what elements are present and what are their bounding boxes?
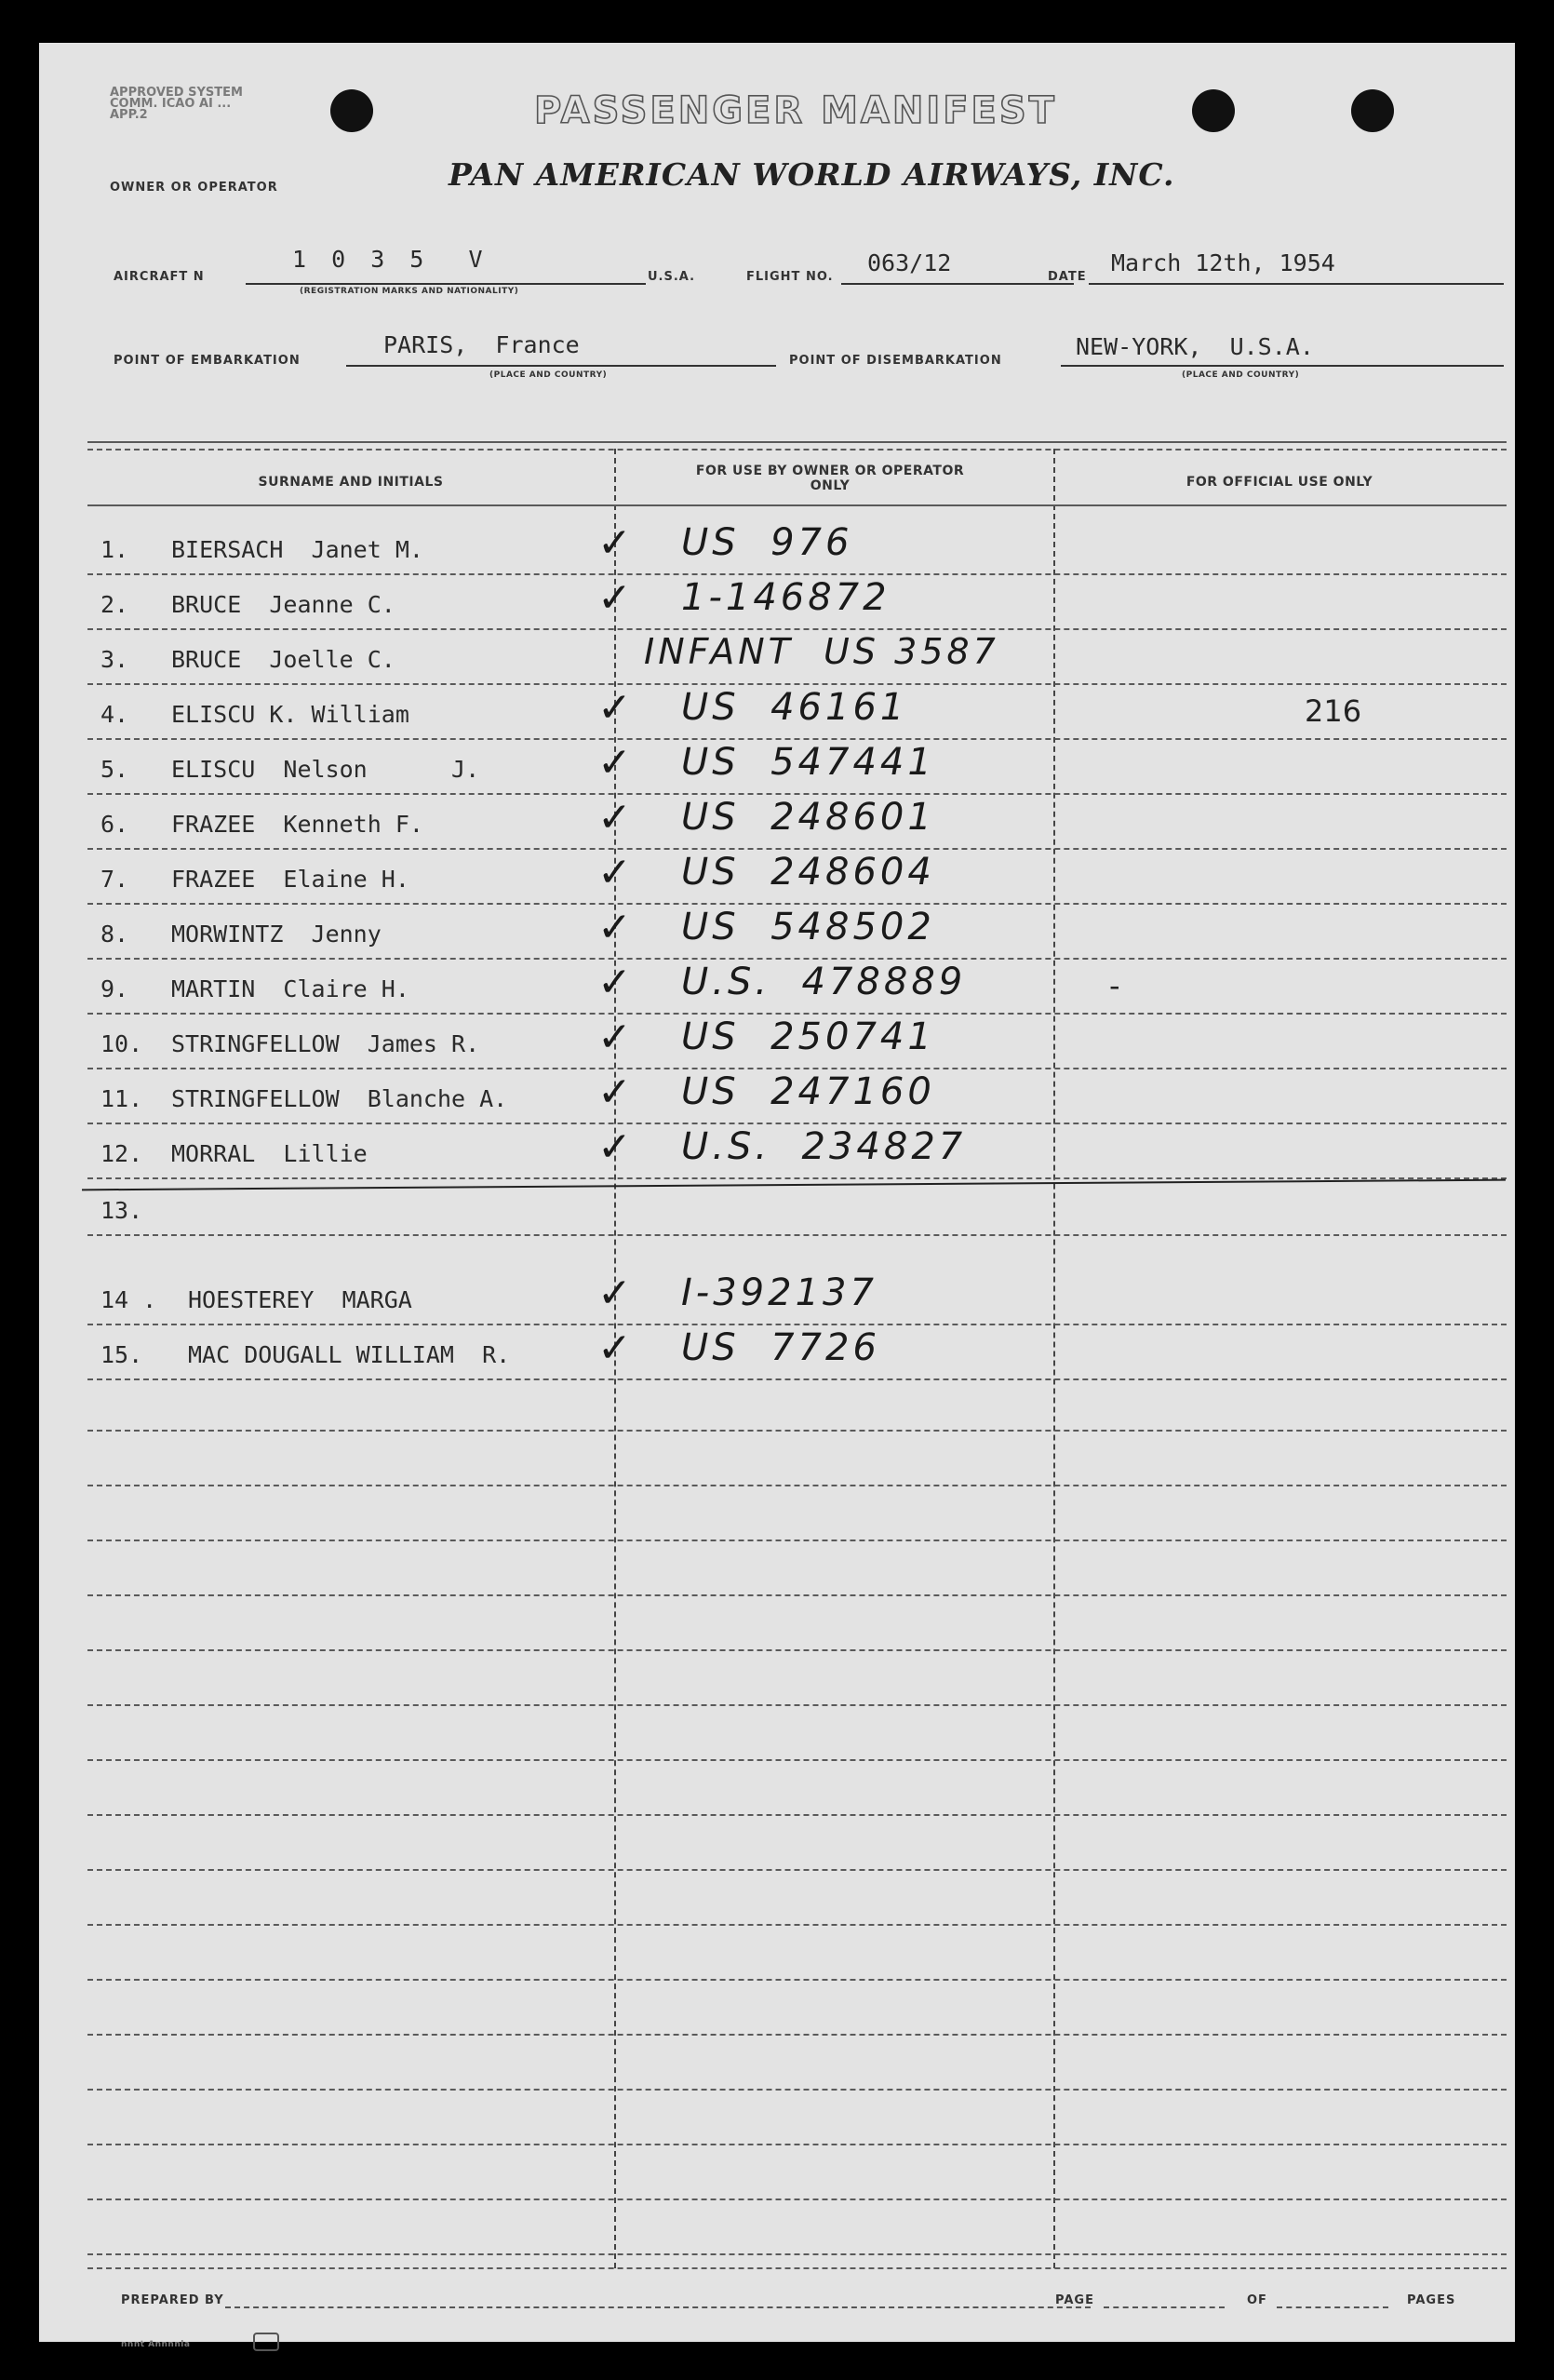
official-entry: - xyxy=(1109,968,1120,1003)
owner-entry: I-392137 xyxy=(681,1271,877,1315)
owner-entry: 1-146872 xyxy=(681,576,891,619)
of-label: OF xyxy=(1247,2293,1267,2307)
row-number: 14 . xyxy=(100,1286,157,1314)
date-label: DATE xyxy=(1048,270,1087,284)
embarkation-label: POINT OF EMBARKATION xyxy=(114,354,301,368)
embarkation-value: PARIS, France xyxy=(383,331,580,358)
col-header-official: FOR OFFICIAL USE ONLY xyxy=(1186,475,1373,490)
check-mark-icon: ✓ xyxy=(597,904,636,951)
passenger-name: FRAZEE Kenneth F. xyxy=(171,811,423,838)
passenger-name: MAC DOUGALL WILLIAM R. xyxy=(188,1341,511,1369)
check-mark-icon: ✓ xyxy=(597,519,636,567)
check-mark-icon: ✓ xyxy=(597,1069,636,1116)
aircraft-label: AIRCRAFT N xyxy=(114,270,205,284)
check-mark-icon: ✓ xyxy=(597,959,636,1006)
owner-entry: U.S. 478889 xyxy=(681,961,967,1003)
strike-line xyxy=(82,1179,1506,1191)
passenger-name: FRAZEE Elaine H. xyxy=(171,866,409,893)
disembarkation-label: POINT OF DISEMBARKATION xyxy=(789,354,1002,368)
passenger-name: STRINGFELLOW James R. xyxy=(171,1030,480,1057)
owner-entry: US 548502 xyxy=(681,906,935,948)
owner-entry: U.S. 234827 xyxy=(681,1125,967,1168)
punch-hole-icon xyxy=(1351,89,1394,132)
stamp-text: nnnt Annnnla xyxy=(121,2340,191,2349)
passenger-name: BRUCE Joelle C. xyxy=(171,646,395,673)
company-name: PAN AMERICAN WORLD AIRWAYS, INC. xyxy=(449,156,1175,193)
row-number: 11. xyxy=(100,1085,143,1112)
owner-entry: US 547441 xyxy=(681,741,935,784)
row-number: 8. xyxy=(100,921,129,948)
pages-label: PAGES xyxy=(1407,2293,1456,2307)
official-entry: 216 xyxy=(1305,693,1362,729)
check-mark-icon: ✓ xyxy=(597,1123,636,1171)
aircraft-number: 1 0 3 5 V xyxy=(292,246,489,273)
passenger-name: HOESTEREY MARGA xyxy=(188,1286,412,1314)
passenger-name: MORWINTZ Jenny xyxy=(171,921,382,948)
passenger-name: BIERSACH Janet M. xyxy=(171,536,423,563)
owner-entry: US 46161 xyxy=(681,686,908,729)
aircraft-sublabel: (REGISTRATION MARKS AND NATIONALITY) xyxy=(300,287,519,296)
prepared-by-label: PREPARED BY xyxy=(121,2293,224,2307)
check-mark-icon: ✓ xyxy=(597,1270,636,1318)
owner-entry: US 250741 xyxy=(681,1015,935,1058)
check-mark-icon: ✓ xyxy=(597,1324,636,1373)
owner-entry: US 247160 xyxy=(681,1070,935,1113)
row-number: 3. xyxy=(100,646,129,673)
passenger-name: MARTIN Claire H. xyxy=(171,975,409,1002)
check-mark-icon: ✓ xyxy=(597,1014,636,1061)
embarkation-sublabel: (PLACE AND COUNTRY) xyxy=(489,370,608,380)
row-number: 9. xyxy=(100,975,129,1002)
manifest-title: PASSENGER MANIFEST xyxy=(534,89,1057,132)
check-mark-icon: ✓ xyxy=(597,794,636,841)
passenger-name: ELISCU K. William xyxy=(171,701,409,728)
owner-entry: US 976 xyxy=(681,521,853,564)
check-mark-icon: ✓ xyxy=(597,739,636,787)
punch-hole-icon xyxy=(1192,89,1235,132)
page-label: PAGE xyxy=(1055,2293,1094,2307)
manifest-sheet xyxy=(39,43,1515,2349)
owner-entry: US 248604 xyxy=(681,851,935,894)
row-number: 5. xyxy=(100,756,129,783)
approved-stamp-text: APPROVED SYSTEM COMM. ICAO AI ... APP.2 xyxy=(110,86,243,122)
passenger-name: MORRAL Lillie xyxy=(171,1140,368,1167)
check-mark-icon: ✓ xyxy=(597,849,636,896)
row-number: 12. xyxy=(100,1140,143,1167)
col-header-owner: FOR USE BY OWNER OR OPERATOR ONLY xyxy=(695,464,965,493)
owner-operator-label: OWNER OR OPERATOR xyxy=(110,181,278,195)
owner-entry: US 7726 xyxy=(681,1326,880,1370)
row-number: 4. xyxy=(100,701,129,728)
passenger-name: BRUCE Jeanne C. xyxy=(171,591,395,618)
flight-number: 063/12 xyxy=(867,249,952,276)
flight-label: FLIGHT NO. xyxy=(746,270,834,284)
passenger-name: ELISCU Nelson J. xyxy=(171,756,480,783)
row-number: 6. xyxy=(100,811,129,838)
usa-label: U.S.A. xyxy=(648,270,696,284)
col-header-surname: SURNAME AND INITIALS xyxy=(258,475,444,490)
passenger-name: STRINGFELLOW Blanche A. xyxy=(171,1085,508,1112)
row-number: 7. xyxy=(100,866,129,893)
owner-entry: INFANT US 3587 xyxy=(644,631,999,672)
owner-entry: US 248601 xyxy=(681,796,935,839)
row-number: 10. xyxy=(100,1030,143,1057)
row-number: 13. xyxy=(100,1197,143,1224)
disembarkation-sublabel: (PLACE AND COUNTRY) xyxy=(1182,370,1300,380)
row-number: 15. xyxy=(100,1341,143,1369)
date-value: March 12th, 1954 xyxy=(1111,249,1335,276)
stamp-box-icon xyxy=(253,2333,279,2351)
check-mark-icon: ✓ xyxy=(597,574,636,622)
check-mark-icon: ✓ xyxy=(597,684,636,732)
disembarkation-value: NEW-YORK, U.S.A. xyxy=(1076,333,1314,360)
row-number: 1. xyxy=(100,536,129,563)
punch-hole-icon xyxy=(330,89,373,132)
row-number: 2. xyxy=(100,591,129,618)
